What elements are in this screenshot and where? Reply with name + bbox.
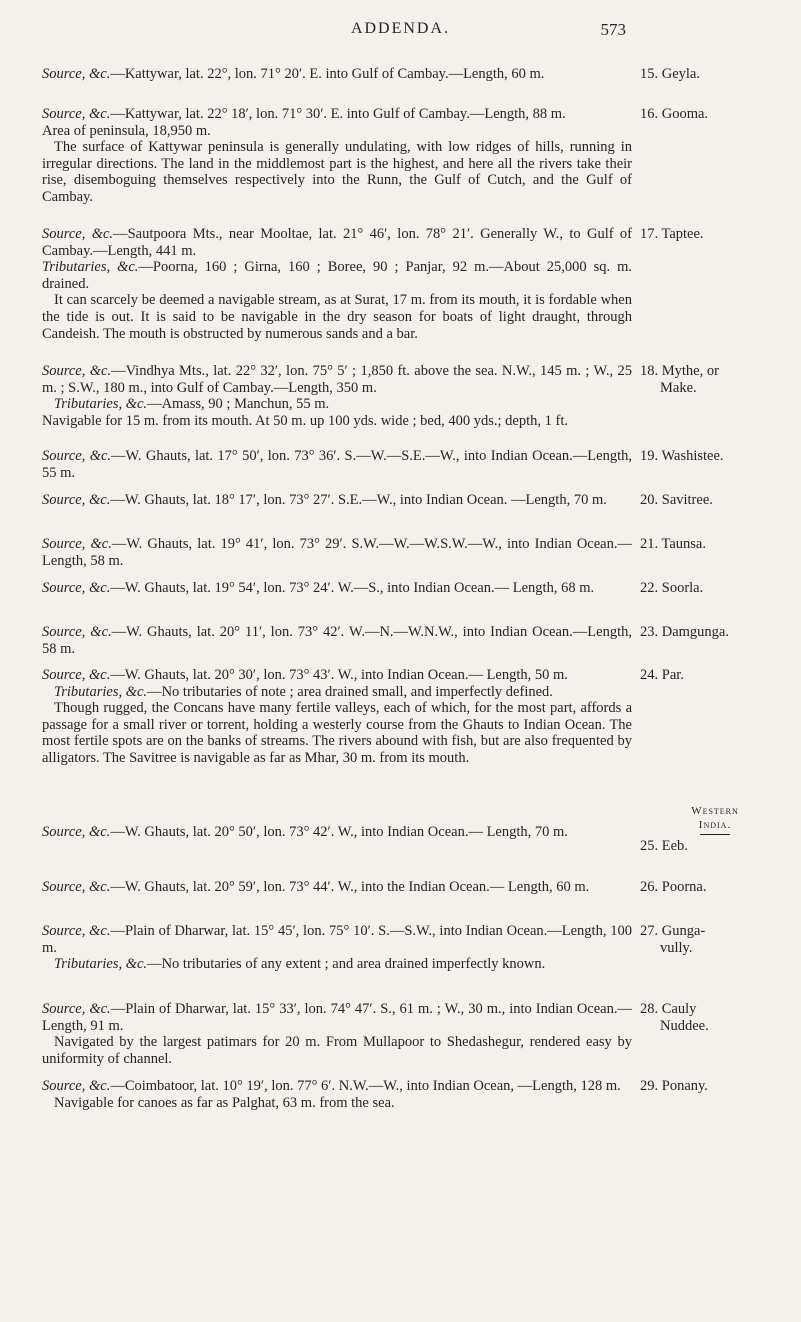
entry-paragraph: Source, &c.—W. Ghauts, lat. 17° 50′, lon. 73° 36′. S.—W.—S.E.—W., into Indian Ocean.—Length, 55 m. [42, 448, 632, 481]
entry-mythe [42, 363, 632, 429]
entry-savitree [42, 492, 632, 509]
entry-paragraph: The surface of Kattywar peninsula is generally undulating, with low ridges of hills, running in irregular directions. The land in the middlemost part is the highest, and here all the rivers take their rise, disemboguing themselves respectively into the Runn, the Gulf of Cutch, and the Gulf of Cambay. [42, 139, 632, 205]
entry-paragraph: Navigable for canoes as far as Palghat, 63 m. from the sea. [54, 1094, 395, 1111]
river-label-line: Make. [660, 379, 697, 396]
entry-gungavully [42, 923, 632, 973]
entry-paragraph: Source, &c.—W. Ghauts, lat. 18° 17′, lon. 73° 27′. S.E.—W., into Indian Ocean. —Length, 70 m. [42, 492, 607, 508]
river-label: 26. Poorna. [640, 879, 707, 895]
entry-paragraph: Source, &c.—Plain of Dharwar, lat. 15° 33′, lon. 74° 47′. S., 61 m. ; W., 30 m., into Indian Ocean.—Length, 91 m. [42, 1001, 632, 1034]
river-label: 21. Taunsa. [640, 536, 706, 552]
river-label-line: Nuddee. [660, 1017, 709, 1034]
entry-paragraph: Tributaries, &c.—Poorna, 160 ; Girna, 160 ; Boree, 90 ; Panjar, 92 m.—About 25,000 sq. m. drained. [42, 259, 632, 292]
entry-paragraph: Source, &c.—Kattywar, lat. 22° 18′, lon. 71° 30′. E. into Gulf of Cambay.—Length, 88 m. [42, 106, 566, 122]
river-label: 25. Eeb. [640, 838, 688, 854]
section-mark [680, 804, 750, 835]
entry-ponany [42, 1078, 632, 1111]
river-label-line: 18. Mythe, or [640, 363, 719, 379]
entry-paragraph: Source, &c.—W. Ghauts, lat. 20° 11′, lon. 73° 42′. W.—N.—W.N.W., into Indian Ocean.—Length, 58 m. [42, 624, 632, 657]
river-label: 17. Taptee. [640, 226, 704, 242]
entry-paragraph: Source, &c.—Coimbatoor, lat. 10° 19′, lon. 77° 6′. N.W.—W., into Indian Ocean, —Length, 128 m. [42, 1078, 621, 1094]
entry-eeb [42, 824, 632, 841]
river-label: 15. Geyla. [640, 66, 700, 82]
entry-paragraph: Source, &c.—Vindhya Mts., lat. 22° 32′, lon. 75° 5′ ; 1,850 ft. above the sea. N.W., 145 m. ; W., 25 m. ; S.W., 180 m., into Gulf of Cambay.—Length, 350 m. [42, 363, 632, 396]
section-mark-line: Western [691, 805, 739, 817]
entry-paragraph: It can scarcely be deemed a navigable stream, as at Surat, 17 m. from its mouth, it is fordable when the tide is out. It is said to be navigable in the dry season for boats of light draught, through Candeish. The mouth is obstructed by numerous sands and a bar. [42, 292, 632, 342]
river-label: 29. Ponany. [640, 1078, 708, 1094]
entry-paragraph: Navigable for 15 m. from its mouth. At 50 m. up 100 yds. wide ; bed, 400 yds.; depth, 1 ft. [42, 412, 568, 429]
entry-paragraph: Tributaries, &c.—No tributaries of any extent ; and area drained imperfectly known. [54, 956, 546, 973]
river-label: 20. Savitree. [640, 492, 713, 508]
entry-damgunga [42, 624, 632, 657]
entry-paragraph: Source, &c.—Kattywar, lat. 22°, lon. 71° 20′. E. into Gulf of Cambay.—Length, 60 m. [42, 66, 545, 82]
entry-soorla [42, 580, 632, 597]
entry-gooma [42, 106, 632, 206]
page-header [0, 20, 801, 50]
entry-washistee [42, 448, 632, 481]
entry-geyla [42, 66, 632, 83]
entry-poorna [42, 879, 632, 896]
entry-paragraph: Area of peninsula, 18,950 m. [42, 122, 211, 139]
entry-paragraph: Source, &c.—W. Ghauts, lat. 19° 41′, lon. 73° 29′. S.W.—W.—W.S.W.—W., into Indian Ocean.—Length, 58 m. [42, 536, 632, 569]
river-label: 22. Soorla. [640, 580, 704, 596]
section-mark-rule [700, 834, 730, 835]
entry-paragraph: Navigated by the largest patimars for 20 m. From Mullapoor to Shedashegur, rendered easy by uniformity of channel. [42, 1034, 632, 1067]
river-label: 24. Par. [640, 667, 684, 683]
entry-paragraph: Source, &c.—W. Ghauts, lat. 20° 59′, lon. 73° 44′. W., into the Indian Ocean.— Length, 60 m. [42, 879, 590, 895]
entry-par [42, 667, 632, 767]
page-number: 573 [600, 20, 626, 39]
river-label-line: vully. [660, 939, 693, 956]
entry-paragraph: Source, &c.—W. Ghauts, lat. 20° 50′, lon. 73° 42′. W., into Indian Ocean.— Length, 70 m. [42, 824, 568, 840]
river-label-line: 28. Cauly [640, 1001, 697, 1017]
river-label: 19. Washistee. [640, 448, 724, 464]
entry-paragraph: Tributaries, &c.—No tributaries of note ; area drained small, and imperfectly defined. [54, 683, 553, 700]
entry-paragraph: Though rugged, the Concans have many fertile valleys, each of which, for the most part, affords a passage for a small river or torrent, holding a westerly course from the Ghauts to Indian Ocean. The most fertile spots are on the banks of streams. The rivers abound with fish, but are also frequented by alligators. The Savitree is navigable as far as Mhar, 30 m. from its mouth. [42, 700, 632, 766]
entry-taunsa [42, 536, 632, 569]
river-label [640, 363, 800, 396]
entry-cauly-nuddee [42, 1001, 632, 1067]
section-mark-line: India. [698, 819, 732, 831]
entry-paragraph: Source, &c.—Sautpoora Mts., near Mooltae, lat. 21° 46′, lon. 78° 21′. Generally W., to Gulf of Cambay.—Length, 441 m. [42, 226, 632, 259]
entry-paragraph: Source, &c.—W. Ghauts, lat. 19° 54′, lon. 73° 24′. W.—S., into Indian Ocean.— Length, 68 m. [42, 580, 595, 596]
running-head: ADDENDA. [350, 20, 451, 37]
entry-paragraph: Source, &c.—Plain of Dharwar, lat. 15° 45′, lon. 75° 10′. S.—S.W., into Indian Ocean.—Length, 100 m. [42, 923, 632, 956]
entry-paragraph: Source, &c.—W. Ghauts, lat. 20° 30′, lon. 73° 43′. W., into Indian Ocean.— Length, 50 m. [42, 667, 568, 683]
river-label: 16. Gooma. [640, 106, 709, 122]
entry-taptee [42, 226, 632, 342]
river-label: 23. Damgunga. [640, 624, 729, 640]
river-label-line: 27. Gunga- [640, 923, 706, 939]
river-label [640, 1001, 800, 1034]
entry-paragraph: Tributaries, &c.—Amass, 90 ; Manchun, 55 m. [54, 396, 330, 413]
river-label [640, 923, 800, 956]
